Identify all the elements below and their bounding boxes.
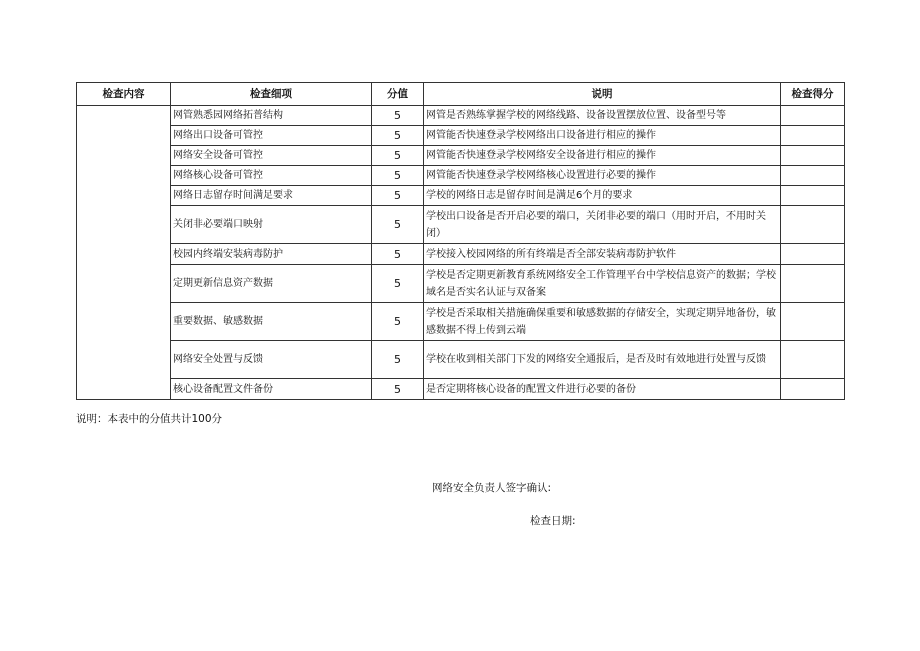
description-cell: 网管是否熟练掌握学校的网络线路、设备设置摆放位置、设备型号等 [424, 106, 781, 126]
earned-score-cell[interactable] [781, 186, 845, 206]
description-cell: 网管能否快速登录学校网络出口设备进行相应的操作 [424, 126, 781, 146]
table-row [77, 146, 845, 166]
score-cell: 5 [372, 106, 424, 126]
score-cell: 5 [372, 206, 424, 244]
earned-score-cell[interactable] [781, 265, 845, 303]
score-cell: 5 [372, 303, 424, 341]
item-cell: 网络核心设备可管控 [171, 166, 372, 186]
header-score: 分值 [372, 83, 424, 106]
header-item: 检查细项 [171, 83, 372, 106]
score-cell: 5 [372, 244, 424, 265]
item-cell: 重要数据、敏感数据 [171, 303, 372, 341]
description-cell: 网管能否快速登录学校网络安全设备进行相应的操作 [424, 146, 781, 166]
description-cell: 学校是否定期更新教育系统网络安全工作管理平台中学校信息资产的数据；学校域名是否实名认证与双备案 [424, 265, 781, 303]
table-row [77, 166, 845, 186]
earned-score-cell[interactable] [781, 166, 845, 186]
item-cell: 网络日志留存时间满足要求 [171, 186, 372, 206]
item-cell: 网络安全处置与反馈 [171, 341, 372, 379]
table-header-row [77, 83, 845, 106]
description-cell: 网管能否快速登录学校网络核心设置进行必要的操作 [424, 166, 781, 186]
item-cell: 网络出口设备可管控 [171, 126, 372, 146]
earned-score-cell[interactable] [781, 379, 845, 400]
score-cell: 5 [372, 166, 424, 186]
item-cell: 定期更新信息资产数据 [171, 265, 372, 303]
category-cell [77, 106, 171, 400]
description-cell: 学校是否采取相关措施确保重要和敏感数据的存储安全，实现定期异地备份，敏感数据不得上传到云端 [424, 303, 781, 341]
score-cell: 5 [372, 265, 424, 303]
table-row [77, 379, 845, 400]
header-description: 说明 [424, 83, 781, 106]
table-row [77, 126, 845, 146]
signer-confirmation-label: 网络安全负责人签字确认: [432, 482, 552, 494]
description-cell: 是否定期将核心设备的配置文件进行必要的备份 [424, 379, 781, 400]
header-category: 检查内容 [77, 83, 171, 106]
table-row [77, 244, 845, 265]
table-row [77, 265, 845, 303]
table-row [77, 341, 845, 379]
score-cell: 5 [372, 379, 424, 400]
earned-score-cell[interactable] [781, 146, 845, 166]
inspection-table [76, 82, 845, 400]
table-row [77, 206, 845, 244]
earned-score-cell[interactable] [781, 341, 845, 379]
earned-score-cell[interactable] [781, 303, 845, 341]
earned-score-cell[interactable] [781, 206, 845, 244]
table-row [77, 186, 845, 206]
score-cell: 5 [372, 186, 424, 206]
score-cell: 5 [372, 341, 424, 379]
table-note: 说明：本表中的分值共计100分 [76, 413, 223, 425]
table-row [77, 106, 845, 126]
item-cell: 校园内终端安装病毒防护 [171, 244, 372, 265]
earned-score-cell[interactable] [781, 244, 845, 265]
earned-score-cell[interactable] [781, 126, 845, 146]
item-cell: 网管熟悉园网络拓普结构 [171, 106, 372, 126]
description-cell: 学校出口设备是否开启必要的端口，关闭非必要的端口（用时开启，不用时关闭） [424, 206, 781, 244]
item-cell: 核心设备配置文件备份 [171, 379, 372, 400]
earned-score-cell[interactable] [781, 106, 845, 126]
description-cell: 学校在收到相关部门下发的网络安全通报后，是否及时有效地进行处置与反馈 [424, 341, 781, 379]
score-cell: 5 [372, 126, 424, 146]
item-cell: 关闭非必要端口映射 [171, 206, 372, 244]
inspection-date-label: 检查日期: [530, 515, 576, 527]
item-cell: 网络安全设备可管控 [171, 146, 372, 166]
header-earned-score: 检查得分 [781, 83, 845, 106]
score-cell: 5 [372, 146, 424, 166]
table-row [77, 303, 845, 341]
description-cell: 学校的网络日志是留存时间是满足6个月的要求 [424, 186, 781, 206]
description-cell: 学校接入校园网络的所有终端是否全部安装病毒防护软件 [424, 244, 781, 265]
